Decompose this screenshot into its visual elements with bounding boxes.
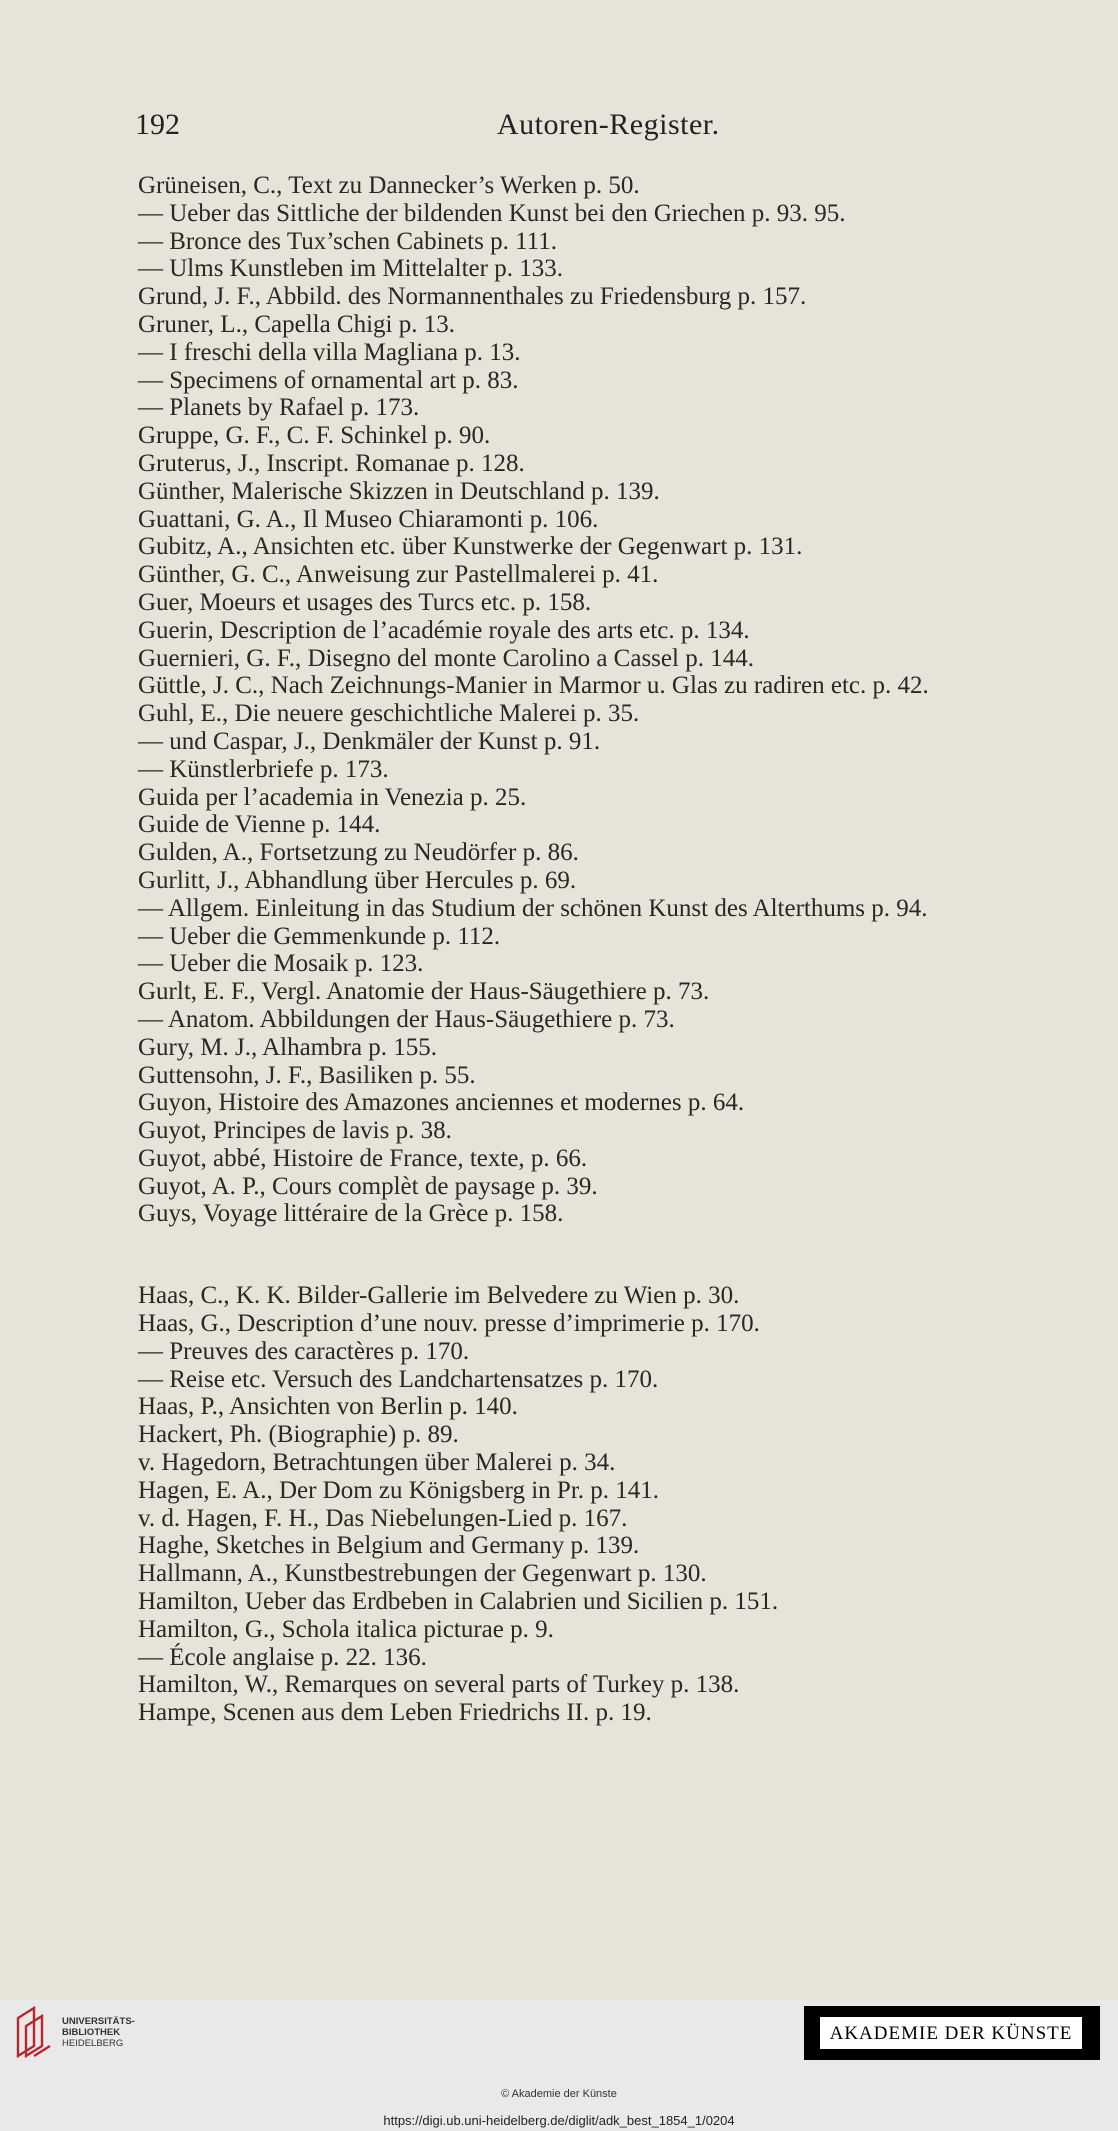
library-logo-icon xyxy=(14,2004,56,2060)
index-entry: Gury, M. J., Alhambra p. 155. xyxy=(138,1033,438,1061)
index-entry: Guernieri, G. F., Disegno del monte Carolino a Cassel p. 144. xyxy=(138,644,754,672)
index-entry: — Preuves des caractères p. 170. xyxy=(138,1337,470,1365)
akademie-logo[interactable] xyxy=(804,2006,1100,2060)
index-entry: Guida per l’academia in Venezia p. 25. xyxy=(138,783,527,811)
index-entry: Hackert, Ph. (Biographie) p. 89. xyxy=(138,1421,459,1449)
index-entry: Guhl, E., Die neuere geschichtliche Malerei p. 35. xyxy=(138,700,640,728)
index-entry: Guyot, Principes de lavis p. 38. xyxy=(138,1117,452,1145)
index-entry: Hamilton, G., Schola italica picturae p. 9. xyxy=(138,1615,554,1643)
akademie-label: AKADEMIE DER KÜNSTE xyxy=(820,2017,1082,2049)
index-entry: Gruppe, G. F., C. F. Schinkel p. 90. xyxy=(138,422,491,450)
index-entry: Gruner, L., Capella Chigi p. 13. xyxy=(138,310,455,338)
library-logo[interactable] xyxy=(14,2004,174,2064)
index-entry: — Ueber die Gemmenkunde p. 112. xyxy=(138,922,501,950)
group-spacer xyxy=(138,1228,1098,1282)
index-entry: — Reise etc. Versuch des Landchartensatzes p. 170. xyxy=(138,1365,659,1393)
library-line-1: UNIVERSITÄTS- xyxy=(62,2016,135,2027)
page-header xyxy=(135,108,1078,148)
index-entry: Hampe, Scenen aus dem Leben Friedrichs II. p. 19. xyxy=(138,1699,652,1727)
index-entry: — Ueber die Mosaik p. 123. xyxy=(138,950,424,978)
index-entry: Haas, P., Ansichten von Berlin p. 140. xyxy=(138,1393,518,1421)
library-logo-text xyxy=(62,2016,135,2049)
index-entry: — Ulms Kunstleben im Mittelalter p. 133. xyxy=(138,255,563,283)
index-entry: Hagen, E. A., Der Dom zu Königsberg in Pr. p. 141. xyxy=(138,1476,660,1504)
index-entry: Günther, Malerische Skizzen in Deutschland p. 139. xyxy=(138,477,660,505)
entries-group-g xyxy=(138,172,1098,1228)
viewer-footer xyxy=(0,2000,1118,2131)
index-entry: Guattani, G. A., Il Museo Chiaramonti p. 106. xyxy=(138,505,599,533)
index-entry: Gulden, A., Fortsetzung zu Neudörfer p. 86. xyxy=(138,839,579,867)
index-entry: Hallmann, A., Kunstbestrebungen der Gegenwart p. 130. xyxy=(138,1560,707,1588)
index-entry: Grund, J. F., Abbild. des Normannenthales zu Friedensburg p. 157. xyxy=(138,283,807,311)
index-entry: Haghe, Sketches in Belgium and Germany p. 139. xyxy=(138,1532,640,1560)
index-entry: — Allgem. Einleitung in das Studium der schönen Kunst des Alterthums p. 94. xyxy=(138,894,928,922)
index-entry: — und Caspar, J., Denkmäler der Kunst p. 91. xyxy=(138,727,601,755)
index-entry: Guerin, Description de l’académie royale des arts etc. p. 134. xyxy=(138,616,750,644)
index-entry: Guide de Vienne p. 144. xyxy=(138,811,381,839)
index-entry: Haas, G., Description d’une nouv. presse d’imprimerie p. 170. xyxy=(138,1310,760,1338)
index-entries xyxy=(138,172,1098,1727)
index-entry: — École anglaise p. 22. 136. xyxy=(138,1643,427,1671)
index-entry: — Künstlerbriefe p. 173. xyxy=(138,755,389,783)
index-entry: Guys, Voyage littéraire de la Grèce p. 158. xyxy=(138,1200,564,1228)
index-entry: — Specimens of ornamental art p. 83. xyxy=(138,366,519,394)
index-entry: — Bronce des Tux’schen Cabinets p. 111. xyxy=(138,227,557,255)
index-entry: Haas, C., K. K. Bilder-Gallerie im Belvedere zu Wien p. 30. xyxy=(138,1282,740,1310)
index-entry: — Anatom. Abbildungen der Haus-Säugethiere p. 73. xyxy=(138,1005,675,1033)
index-entry: Gubitz, A., Ansichten etc. über Kunstwerke der Gegenwart p. 131. xyxy=(138,533,803,561)
entries-group-h xyxy=(138,1282,1098,1727)
copyright-notice: © Akademie der Künste xyxy=(501,2088,617,2100)
index-entry: Gurlt, E. F., Vergl. Anatomie der Haus-Säugethiere p. 73. xyxy=(138,978,710,1006)
index-entry: v. Hagedorn, Betrachtungen über Malerei p. 34. xyxy=(138,1449,616,1477)
index-entry: Guyot, abbé, Histoire de France, texte, p. 66. xyxy=(138,1144,588,1172)
index-entry: Grüneisen, C., Text zu Dannecker’s Werken p. 50. xyxy=(138,172,640,199)
index-entry: Guttensohn, J. F., Basiliken p. 55. xyxy=(138,1061,476,1089)
index-entry: Güttle, J. C., Nach Zeichnungs-Manier in Marmor u. Glas zu radiren etc. p. 42. xyxy=(138,672,929,700)
index-entry: Guer, Moeurs et usages des Turcs etc. p. 158. xyxy=(138,588,592,616)
library-line-2: BIBLIOTHEK xyxy=(62,2027,121,2038)
index-entry: v. d. Hagen, F. H., Das Niebelungen-Lied p. 167. xyxy=(138,1504,628,1532)
index-entry: Hamilton, Ueber das Erdbeben in Calabrien und Sicilien p. 151. xyxy=(138,1588,779,1616)
index-entry: — Ueber das Sittliche der bildenden Kunst bei den Griechen p. 93. 95. xyxy=(138,199,846,227)
index-entry: Guyot, A. P., Cours complèt de paysage p. 39. xyxy=(138,1172,598,1200)
index-entry: Günther, G. C., Anweisung zur Pastellmalerei p. 41. xyxy=(138,561,659,589)
index-entry: Gurlitt, J., Abhandlung über Hercules p. 69. xyxy=(138,866,577,894)
index-entry: Gruterus, J., Inscript. Romanae p. 128. xyxy=(138,449,525,477)
index-entry: Hamilton, W., Remarques on several parts of Turkey p. 138. xyxy=(138,1671,740,1699)
page-number: 192 xyxy=(135,108,180,141)
permalink-url[interactable]: https://digi.ub.uni-heidelberg.de/diglit/adk_best_1854_1/0204 xyxy=(383,2113,735,2128)
index-entry: Guyon, Histoire des Amazones anciennes et modernes p. 64. xyxy=(138,1089,745,1117)
library-line-3: HEIDELBERG xyxy=(62,2038,124,2049)
running-title: Autoren-Register. xyxy=(497,108,720,141)
index-entry: — I freschi della villa Magliana p. 13. xyxy=(138,338,521,366)
index-entry: — Planets by Rafael p. 173. xyxy=(138,394,420,422)
